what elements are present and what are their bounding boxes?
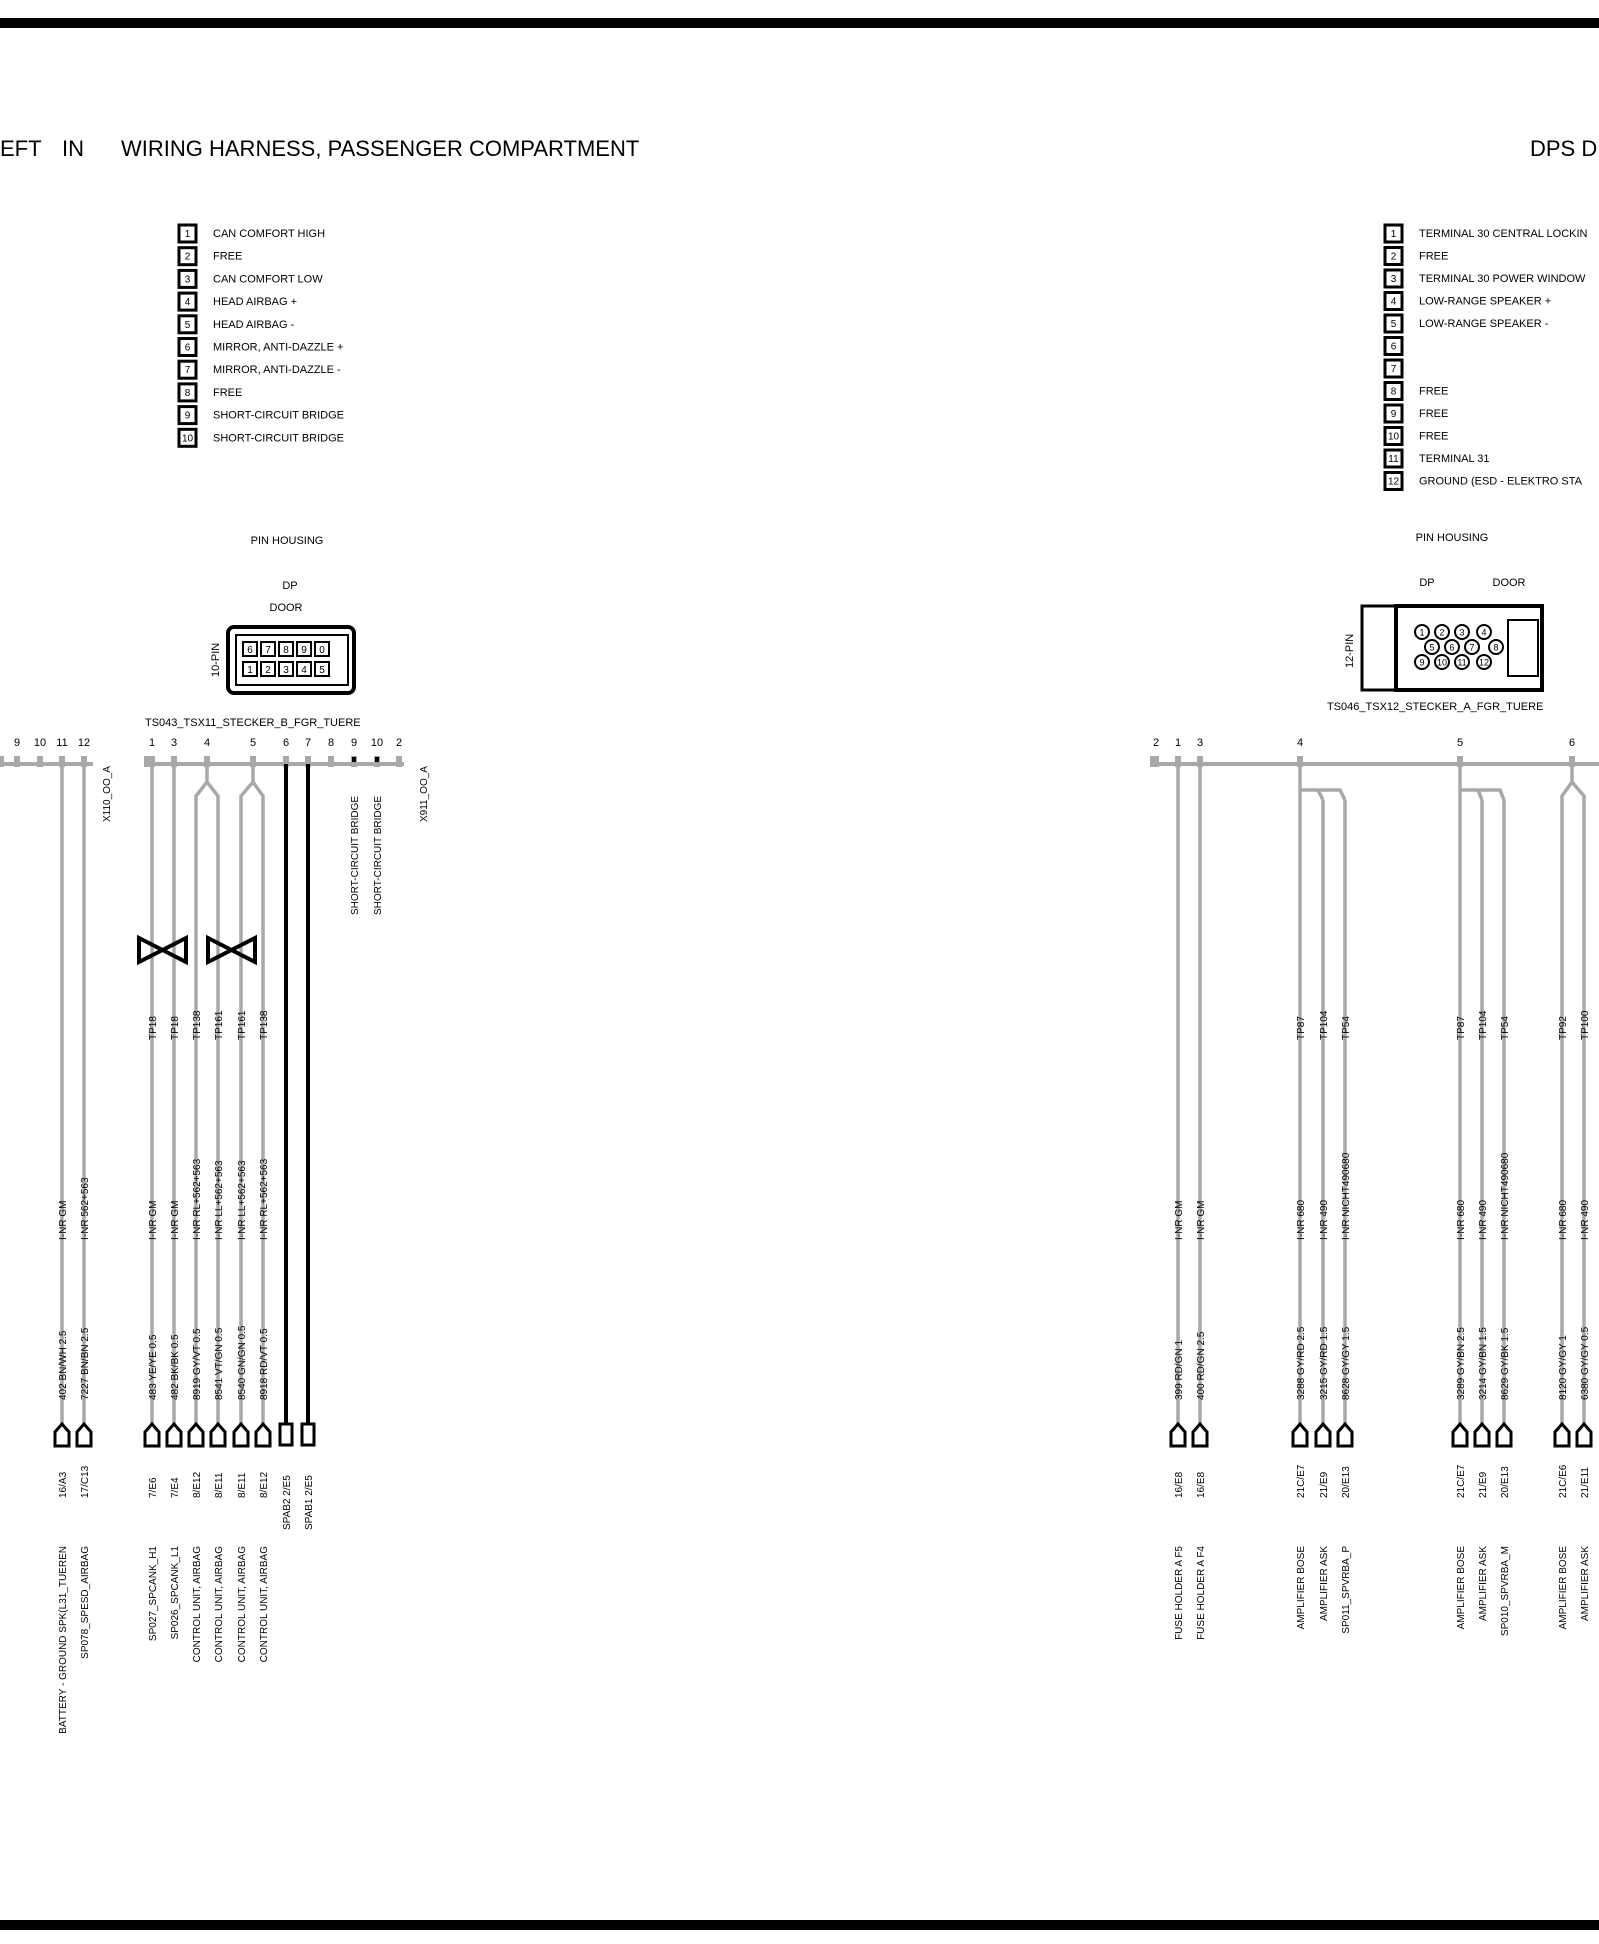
wire-ref: 16/E8 xyxy=(1174,1471,1185,1498)
bus-mid-pin-num: 8 xyxy=(327,737,335,749)
legend-right-num: 10 xyxy=(1387,431,1400,443)
legend-right-num: 9 xyxy=(1390,409,1397,420)
wire-terminal xyxy=(1171,1424,1185,1446)
wire-test-point: TP161 xyxy=(237,1010,248,1040)
legend-right-label: FREE xyxy=(1419,408,1449,420)
legend-right-label: TERMINAL 31 xyxy=(1419,453,1490,465)
legend-left-label: FREE xyxy=(213,386,243,399)
wire-destination: AMPLIFIER BOSE xyxy=(1296,1546,1307,1630)
bus-mid-pin-num: 4 xyxy=(203,737,211,749)
legend-right-num: 12 xyxy=(1387,476,1400,488)
wire-ref: 7/E6 xyxy=(148,1477,159,1498)
wire-option: I-NR 490 xyxy=(1580,1199,1591,1240)
wire-destination: SP026_SPCANK_L1 xyxy=(170,1546,181,1640)
wire-ref: 21C/E7 xyxy=(1456,1464,1467,1498)
legend-right-num: 11 xyxy=(1388,454,1399,465)
header-left-partial: EFT xyxy=(0,136,42,161)
wire-test-point: TP104 xyxy=(1478,1010,1489,1040)
wire-option: I-NR RL+562+563 xyxy=(192,1158,203,1240)
wire-test-point: TP104 xyxy=(1319,1010,1330,1040)
bus-left-label: X110_OO_A xyxy=(102,766,113,822)
wire-option: I-NR 490 xyxy=(1319,1199,1330,1240)
bus-left-pin-num: 9 xyxy=(13,737,21,749)
connector-right-pin: 11 xyxy=(1457,657,1467,668)
connector-left xyxy=(145,535,361,729)
twisted-pair-marker-1 xyxy=(139,938,186,962)
bottom-border-bar xyxy=(0,1920,1599,1930)
legend-right-label: FREE xyxy=(1419,385,1449,398)
connector-right-door: DOOR xyxy=(1492,577,1526,589)
wire-destination: CONTROL UNIT, AIRBAG xyxy=(237,1546,248,1663)
legend-right-label: TERMINAL 30 CENTRAL LOCKIN xyxy=(1419,228,1588,240)
bus-mid-tick xyxy=(396,756,402,767)
connector-right-pin: 10 xyxy=(1436,657,1448,668)
connector-right-pin: 3 xyxy=(1459,627,1465,638)
bus-right-pin-num: 5 xyxy=(1456,737,1464,749)
wire-ref: 21/E11 xyxy=(1580,1467,1591,1498)
legend-left-label: HEAD AIRBAG - xyxy=(213,318,295,331)
wire-option: I-NR LL+562+563 xyxy=(237,1160,248,1240)
bus-mid-pin-num: 1 xyxy=(148,737,156,749)
wire-terminal xyxy=(256,1424,270,1446)
wire-destination: FUSE HOLDER A F5 xyxy=(1174,1546,1185,1640)
legend-right-num: 2 xyxy=(1390,251,1397,263)
connector-left-pin: 8 xyxy=(283,645,289,656)
wire-spec: 6380 GY/GY 0.5 xyxy=(1580,1326,1591,1400)
bus-left-pin-num: 10 xyxy=(33,737,47,749)
legend-right-num: 4 xyxy=(1390,296,1397,308)
wire-ref: 20/E13 xyxy=(1500,1466,1511,1498)
connector-right-pin: 9 xyxy=(1419,657,1425,668)
connector-left-name: TS043_TSX11_STECKER_B_FGR_TUERE xyxy=(145,717,361,729)
legend-right-num: 8 xyxy=(1390,386,1397,398)
wire-test-point: TP138 xyxy=(192,1010,203,1040)
wire-terminal xyxy=(1293,1424,1307,1446)
wire-option: I-NR 680 xyxy=(1456,1199,1467,1240)
wire-option: I-NR GM xyxy=(58,1200,69,1240)
bus-right-pin-num: 6 xyxy=(1568,737,1576,749)
wire-spec: 3289 GY/BN 2.5 xyxy=(1456,1327,1467,1400)
header-in: IN xyxy=(62,136,84,161)
wire-terminal xyxy=(1475,1424,1489,1446)
bus-right-pin-num: 1 xyxy=(1174,737,1182,749)
wire-terminal xyxy=(77,1424,91,1446)
wire-test-point: TP87 xyxy=(1456,1016,1467,1040)
wire-option: I-NR GM xyxy=(1174,1200,1185,1240)
wire-spec: 399 RD/GN 1 xyxy=(1174,1339,1185,1400)
wire-destination: AMPLIFIER ASK xyxy=(1319,1546,1330,1622)
bus-mid-pin-num: 5 xyxy=(249,737,257,749)
connector-right-pin: 5 xyxy=(1429,642,1435,653)
legend-right-num: 1 xyxy=(1390,229,1397,240)
wire-ref: 8/E11 xyxy=(214,1472,225,1498)
wire-ref: 16/E8 xyxy=(1196,1471,1207,1498)
bus-right-pin-num: 4 xyxy=(1296,737,1304,749)
pin-legend-right xyxy=(1385,225,1588,490)
wire-option: I-NR 562+563 xyxy=(80,1177,91,1240)
connector-left-pin: 2 xyxy=(265,665,271,676)
connector-right-pin: 1 xyxy=(1419,627,1425,638)
wire-ref: 7/E4 xyxy=(170,1477,181,1498)
wire-ref: 21C/E6 xyxy=(1558,1464,1569,1498)
wire-terminal xyxy=(1193,1424,1207,1446)
legend-left-num: 7 xyxy=(184,365,191,377)
wire-ref: SPAB2 2/E5 xyxy=(282,1475,293,1530)
wire-option: I-NR GM xyxy=(1196,1200,1207,1240)
legend-left-num: 9 xyxy=(184,410,191,422)
wire-spec: 8540 GN/GN 0.5 xyxy=(237,1325,248,1400)
wire-terminal xyxy=(1497,1424,1511,1446)
wire-spec: 8919 GY/VT 0.5 xyxy=(192,1328,203,1400)
wire-terminal xyxy=(211,1424,225,1446)
wire-ref: 8/E12 xyxy=(259,1471,270,1498)
wire-spec: 8628 GY/GY 1.5 xyxy=(1341,1326,1352,1400)
connector-left-pin: 5 xyxy=(319,665,325,676)
wire-test-point: TP100 xyxy=(1580,1010,1591,1040)
bus-right-pin-num: 3 xyxy=(1196,737,1204,749)
wire-spec: 8120 GY/GY 1 xyxy=(1558,1335,1569,1400)
wire-destination: SP011_SPVRBA_P xyxy=(1341,1546,1352,1634)
bus-left-pin-num: 12 xyxy=(77,737,91,749)
wire-spec: 7227 BN/BN 2.5 xyxy=(80,1327,91,1400)
wire-terminal xyxy=(1338,1424,1352,1446)
wire-ref: 21/E9 xyxy=(1478,1471,1489,1498)
bus-mid-pin-num: 6 xyxy=(282,737,290,749)
wire-destination: FUSE HOLDER A F4 xyxy=(1196,1546,1207,1640)
wire-ref: 21C/E7 xyxy=(1296,1464,1307,1498)
header xyxy=(0,136,1597,161)
wire-spec: 400 RD/GN 2.5 xyxy=(1196,1331,1207,1400)
connector-left-housing: PIN HOUSING xyxy=(250,535,324,547)
bus-mid-pin-num: 7 xyxy=(304,737,312,749)
legend-left-num: 5 xyxy=(184,319,191,331)
bus-left-tick xyxy=(37,756,43,767)
connector-right-pin: 8 xyxy=(1493,642,1499,653)
connector-left-pin: 4 xyxy=(301,665,307,676)
wire-ref: 8/E12 xyxy=(192,1471,203,1498)
legend-left-num: 8 xyxy=(184,387,191,399)
connector-right-pin: 4 xyxy=(1481,627,1487,638)
wire-destination: SP010_SPVRBA_M xyxy=(1500,1546,1511,1637)
connector-right-housing: PIN HOUSING xyxy=(1415,532,1489,544)
wire-test-point: TP92 xyxy=(1558,1016,1569,1040)
legend-left-num: 4 xyxy=(184,297,191,309)
wire-option: I-NR NICHT490680 xyxy=(1341,1152,1352,1240)
pin-legend-left xyxy=(179,225,344,446)
legend-left-label: CAN COMFORT LOW xyxy=(213,273,323,286)
bus-right-pin-num: 2 xyxy=(1152,737,1160,749)
connector-left-pin: 7 xyxy=(265,645,271,656)
legend-right-num: 6 xyxy=(1390,341,1397,353)
legend-left-label: MIRROR, ANTI-DAZZLE + xyxy=(213,341,344,354)
legend-left-num: 3 xyxy=(184,274,191,286)
bus-mid-pin-num: 2 xyxy=(395,737,403,749)
legend-right-label: FREE xyxy=(1419,430,1449,443)
wire-ref: 21/E9 xyxy=(1319,1471,1330,1498)
connector-right-pins-label: 12-PIN xyxy=(1344,633,1356,668)
bus-mid-label: X911_OO_A xyxy=(419,766,430,822)
connector-left-pin: 0 xyxy=(319,645,325,656)
top-border-bar xyxy=(0,18,1599,28)
wire-terminal xyxy=(280,1424,292,1445)
wire-test-point: TP54 xyxy=(1500,1016,1511,1040)
wire-destination: AMPLIFIER ASK xyxy=(1580,1546,1591,1622)
wire-option: I-NR 680 xyxy=(1296,1199,1307,1240)
wire-terminal xyxy=(1316,1424,1330,1446)
connector-right xyxy=(1327,532,1543,713)
connector-left-dp: DP xyxy=(282,580,298,592)
connector-left-pins-label: 10-PIN xyxy=(210,642,222,677)
connector-right-pin: 6 xyxy=(1449,642,1455,653)
wire-spec: 3288 GY/RD 2.5 xyxy=(1296,1326,1307,1400)
connector-left-pin: 3 xyxy=(283,665,289,676)
connector-right-pin: 7 xyxy=(1469,642,1475,653)
wire-test-point: TP18 xyxy=(148,1016,159,1040)
legend-right-num: 7 xyxy=(1390,364,1397,375)
wire-destination: AMPLIFIER ASK xyxy=(1478,1546,1489,1622)
wire-terminal xyxy=(55,1424,69,1446)
legend-right-label: LOW-RANGE SPEAKER - xyxy=(1419,318,1549,330)
wire-option: I-NR 490 xyxy=(1478,1199,1489,1240)
connector-right-pin: 12 xyxy=(1478,657,1490,668)
wire-spec: 8541 VT/GN 0.5 xyxy=(214,1327,225,1400)
wire-destination: AMPLIFIER BOSE xyxy=(1558,1546,1569,1630)
wire-terminal xyxy=(302,1424,314,1445)
wire-destination: CONTROL UNIT, AIRBAG xyxy=(214,1546,225,1663)
wire-option: I-NR 680 xyxy=(1558,1199,1569,1240)
twisted-pair-marker-2 xyxy=(208,938,255,962)
legend-left-label: CAN COMFORT HIGH xyxy=(213,228,326,240)
bus-mid-pin-num: 3 xyxy=(170,737,178,749)
legend-right-num: 3 xyxy=(1390,274,1397,285)
wire-spec: 482 BK/BK 0.5 xyxy=(170,1334,181,1400)
wire-terminal xyxy=(189,1424,203,1446)
wire-destination: AMPLIFIER BOSE xyxy=(1456,1546,1467,1630)
wire-terminal xyxy=(1577,1424,1591,1446)
bus-mid-pin-num: 10 xyxy=(370,737,384,749)
wire-spec: 3214 GY/BN 1.5 xyxy=(1478,1327,1489,1400)
wire-test-point: TP138 xyxy=(259,1010,270,1040)
bus-left-pin-num: 11 xyxy=(56,737,68,749)
legend-left-label: FREE xyxy=(213,250,243,263)
wire-test-point: TP54 xyxy=(1341,1016,1352,1040)
connector-left-door: DOOR xyxy=(269,602,303,614)
wire-destination: SP078_SPESD_AIRBAG xyxy=(80,1546,91,1659)
page-title: WIRING HARNESS, PASSENGER COMPARTMENT xyxy=(121,136,640,161)
legend-left-num: 1 xyxy=(184,229,191,240)
wire-ref: 20/E13 xyxy=(1341,1466,1352,1498)
legend-left-num: 2 xyxy=(184,251,191,263)
wire-option: I-NR GM xyxy=(148,1200,159,1240)
wire-test-point: TP18 xyxy=(170,1016,181,1040)
legend-left-label: SHORT-CIRCUIT BRIDGE xyxy=(213,432,344,445)
connector-right-name: TS046_TSX12_STECKER_A_FGR_TUERE xyxy=(1327,701,1544,713)
bridge-label: SHORT-CIRCUIT BRIDGE xyxy=(350,795,361,915)
wire-destination: CONTROL UNIT, AIRBAG xyxy=(259,1546,270,1663)
wire-ref: 16/A3 xyxy=(58,1471,69,1498)
legend-right-label: LOW-RANGE SPEAKER + xyxy=(1419,295,1552,308)
wire-test-point: TP87 xyxy=(1296,1016,1307,1040)
wire-terminal xyxy=(1555,1424,1569,1446)
legend-right-label: GROUND (ESD - ELEKTRO STA xyxy=(1419,475,1582,488)
wire-test-point: TP161 xyxy=(214,1010,225,1040)
wire-option: I-NR NICHT490680 xyxy=(1500,1152,1511,1240)
wires xyxy=(55,764,1591,1734)
wire-terminal xyxy=(1453,1424,1467,1446)
wire-destination: CONTROL UNIT, AIRBAG xyxy=(192,1546,203,1663)
wire-terminal xyxy=(234,1424,248,1446)
legend-right-label: TERMINAL 30 POWER WINDOW xyxy=(1419,273,1586,285)
wire-terminal xyxy=(167,1424,181,1446)
wire-option: I-NR GM xyxy=(170,1200,181,1240)
bus-mid-pin-num: 9 xyxy=(350,737,358,749)
bus-mid-tick xyxy=(328,756,334,767)
wire-destination: SP027_SPCANK_H1 xyxy=(148,1546,159,1642)
legend-left-num: 6 xyxy=(184,342,191,354)
wire-option: I-NR LL+562+563 xyxy=(214,1160,225,1240)
connector-right-pin: 2 xyxy=(1439,627,1445,638)
legend-left-label: HEAD AIRBAG + xyxy=(213,296,298,309)
connector-left-pin: 9 xyxy=(301,645,307,656)
wire-spec: 8629 GY/BK 1.5 xyxy=(1500,1327,1511,1400)
wire-ref: 8/E11 xyxy=(237,1472,248,1498)
wire-spec: 402 BN/WH 2.5 xyxy=(58,1330,69,1400)
wire-destination: BATTERY - GROUND SPK(L31_TUEREN xyxy=(58,1546,69,1734)
bus-left-tick xyxy=(14,756,20,767)
wire-spec: 483 YE/YE 0.5 xyxy=(148,1334,159,1400)
bridge-label: SHORT-CIRCUIT BRIDGE xyxy=(373,795,384,915)
wire-terminal xyxy=(145,1424,159,1446)
legend-right-label: FREE xyxy=(1419,250,1449,263)
legend-left-label: SHORT-CIRCUIT BRIDGE xyxy=(213,409,344,422)
wire-spec: 8918 RD/VT 0.5 xyxy=(259,1328,270,1400)
wire-ref: 17/C13 xyxy=(80,1465,91,1498)
connector-left-pin: 1 xyxy=(247,665,253,676)
connector-left-pin: 6 xyxy=(247,645,253,656)
legend-right-num: 5 xyxy=(1390,319,1397,330)
connector-right-dp: DP xyxy=(1419,577,1435,589)
wire-spec: 3215 GY/RD 1.5 xyxy=(1319,1326,1330,1400)
legend-left-num: 10 xyxy=(181,433,194,445)
wire-option: I-NR RL+562+563 xyxy=(259,1158,270,1240)
wire-ref: SPAB1 2/E5 xyxy=(304,1475,315,1530)
header-right-partial: DPS D xyxy=(1530,136,1598,161)
legend-left-label: MIRROR, ANTI-DAZZLE - xyxy=(213,364,341,377)
